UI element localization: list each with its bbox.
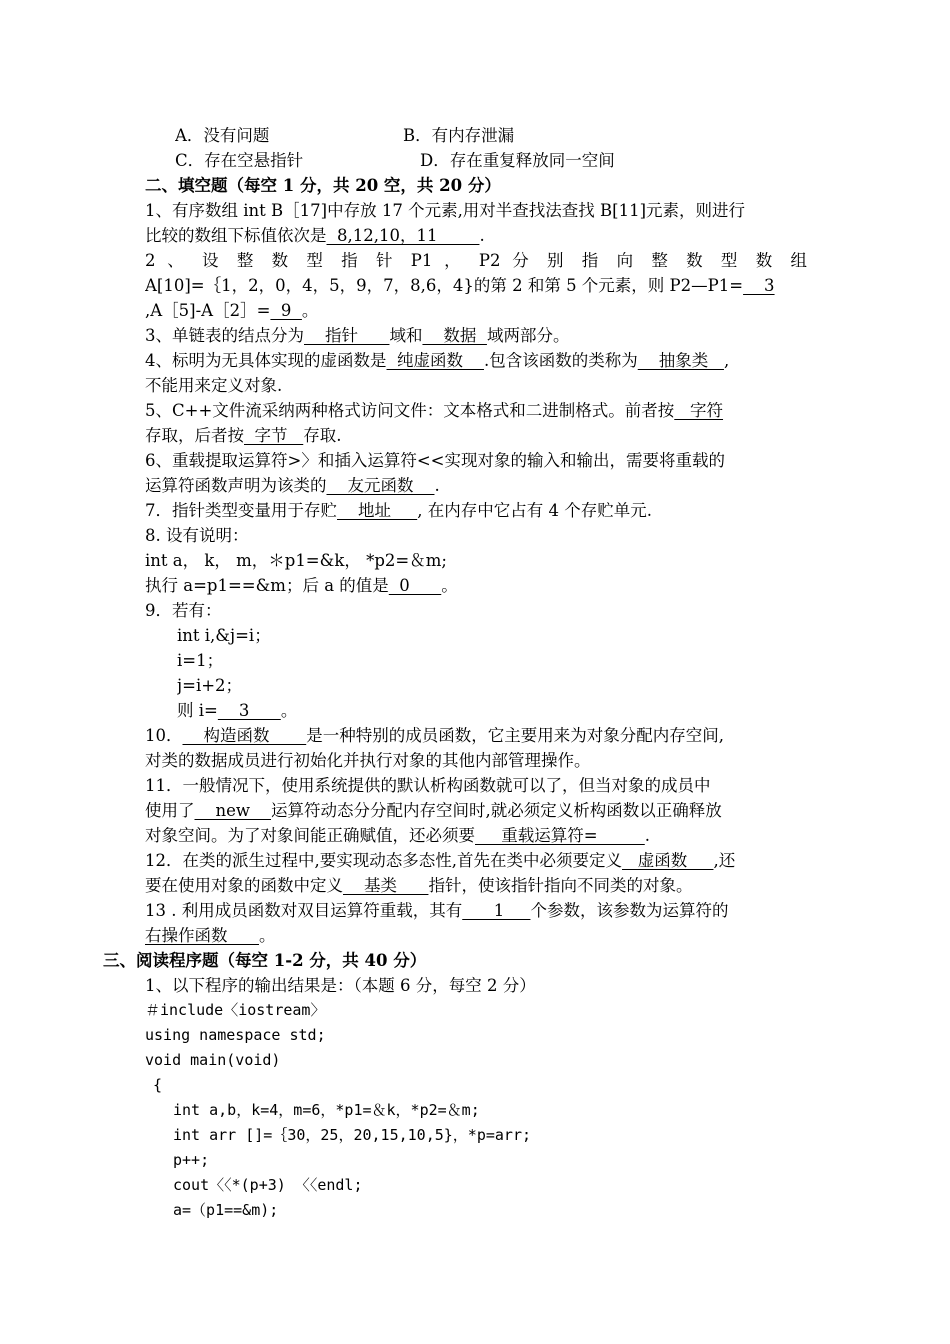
answer-blank: 基类 [343,876,429,895]
q6-line1: 6、重载提取运算符>〉和插入运算符<<实现对象的输入和输出，需要将重载的 [145,451,725,470]
code-line: void main(void) [145,1051,281,1069]
answer-blank: 8,12,10，11 [326,226,480,245]
q11-line3: 对象空间。为了对象间能正确赋值，还必须要 重载运算符= . [145,826,651,845]
answer-blank: 指针 [304,326,390,345]
q13-line1: 13 . 利用成员函数对双目运算符重载，其有 1 个参数，该参数为运算符的 [145,901,729,920]
code-line: p++; [173,1151,210,1169]
q8-line3: 执行 a=p1==&m；后 a 的值是 0 。 [145,576,458,595]
q12-line1: 12．在类的派生过程中,要实现动态多态性,首先在类中必须要定义 虚函数 ,还 [145,851,736,870]
q2-line3: ,A［5]-A［2］= 9 。 [145,301,319,320]
answer-blank: 数据 [422,326,487,345]
q10-line1: 10． 构造函数 是一种特别的成员函数，它主要用来为对象分配内存空间, [145,726,724,745]
q2-line2: A[10]=｛1，2，0，4，5，9，7，8,6，4}的第 2 和第 5 个元素，则 P2—P1= 3 [145,276,775,295]
answer-blank: 抽象类 [637,351,724,370]
option-b: B．有内存泄漏 [403,126,515,145]
q9-line3: i=1； [177,651,224,670]
q13-line2: 右操作函数 。 [145,926,276,945]
code-line: { [153,1076,163,1094]
q3-line: 3、单链表的结点分为 指针 域和 数据 域两部分。 [145,326,570,345]
q4-line2: 不能用来定义对象. [145,376,283,395]
answer-blank: 友元函数 [326,476,435,495]
answer-blank: 字节 [244,426,304,445]
code-line: cout〈〈*(p+3) 〈〈endl; [173,1176,363,1194]
option-d: D．存在重复释放同一空间 [420,151,615,170]
q11-line1: 11．一般情况下，使用系统提供的默认析构函数就可以了，但当对象的成员中 [145,776,711,795]
q4-line1: 4、标明为无具体实现的虚函数是 纯虚函数 .包含该函数的类称为 抽象类 , [145,351,730,370]
answer-blank: 3 [743,276,775,295]
option-row-cd [175,148,837,173]
q6-line2: 运算符函数声明为该类的 友元函数 . [145,476,440,495]
answer-blank: 重载运算符= [475,826,645,845]
code-line: int a,b，k=4，m=6，*p1=＆k，*p2=＆m; [173,1101,480,1119]
answer-blank: 构造函数 [182,726,307,745]
q9-line4: j=i+2； [177,676,243,695]
answer-blank: 9 [270,301,302,320]
q12-line2: 要在使用对象的函数中定义 基类 指针，使该指针指向不同类的对象。 [145,876,693,895]
q11-line2: 使用了 new 运算符动态分分配内存空间时,就必须定义析构函数以正确释放 [145,801,722,820]
q10-line2: 对类的数据成员进行初始化并执行对象的其他内部管理操作。 [145,751,591,770]
answer-blank: 字符 [674,401,724,420]
section-2-title: 二、填空题（每空 1 分，共 20 空，共 20 分） [145,176,501,195]
code-line: using namespace std; [145,1026,326,1044]
q2-line1: 2 、 设 整 数 型 指 针 P1 ， P2 分 别 指 向 整 数 型 数 组 [145,251,807,270]
answer-blank: 地址 [337,501,418,520]
code-line: int arr []=｛30，25，20,15,10,5}，*p=arr; [173,1126,532,1144]
answer-blank: 3 [217,701,281,720]
answer-blank: 0 [388,576,442,595]
option-c: C．存在空悬指针 [175,151,304,170]
answer-blank: 虚函数 [622,851,714,870]
answer-blank: 1 [462,901,531,920]
code-line: ＃include〈iostream〉 [145,1001,326,1019]
q7-line: 7．指针类型变量用于存贮 地址 , 在内存中它占有 4 个存贮单元. [145,501,652,520]
section-3-title: 三、阅读程序题（每空 1-2 分，共 40 分） [103,951,427,970]
answer-blank: new [194,801,271,820]
answer-blank: 右操作函数 [145,926,259,945]
code-line: a=（p1==&m); [173,1201,279,1219]
q9-line5: 则 i= 3 。 [177,701,298,720]
q1-line2: 比较的数组下标值依次是 8,12,10，11 . [145,226,485,245]
q8-line1: 8. 设有说明： [145,526,249,545]
option-row-ab [175,123,837,148]
q8-line2: int a， k， m，＊p1=&k， *p2=＆m; [145,551,447,570]
q9-line1: 9．若有： [145,601,222,620]
q1-line1: 1、有序数组 int B［17]中存放 17 个元素,用对半查找法查找 B[11]元素，则进行 [145,201,746,220]
option-a: A．没有问题 [175,126,270,145]
q5-line1: 5、C++文件流采纳两种格式访问文件：文本格式和二进制格式。前者按 字符 [145,401,724,420]
q5-line2: 存取，后者按 字节 存取. [145,426,342,445]
answer-blank: 纯虚函数 [386,351,484,370]
q9-line2: int i,&j=i； [177,626,271,645]
s3-q1-intro: 1、以下程序的输出结果是：（本题 6 分，每空 2 分） [145,976,536,995]
